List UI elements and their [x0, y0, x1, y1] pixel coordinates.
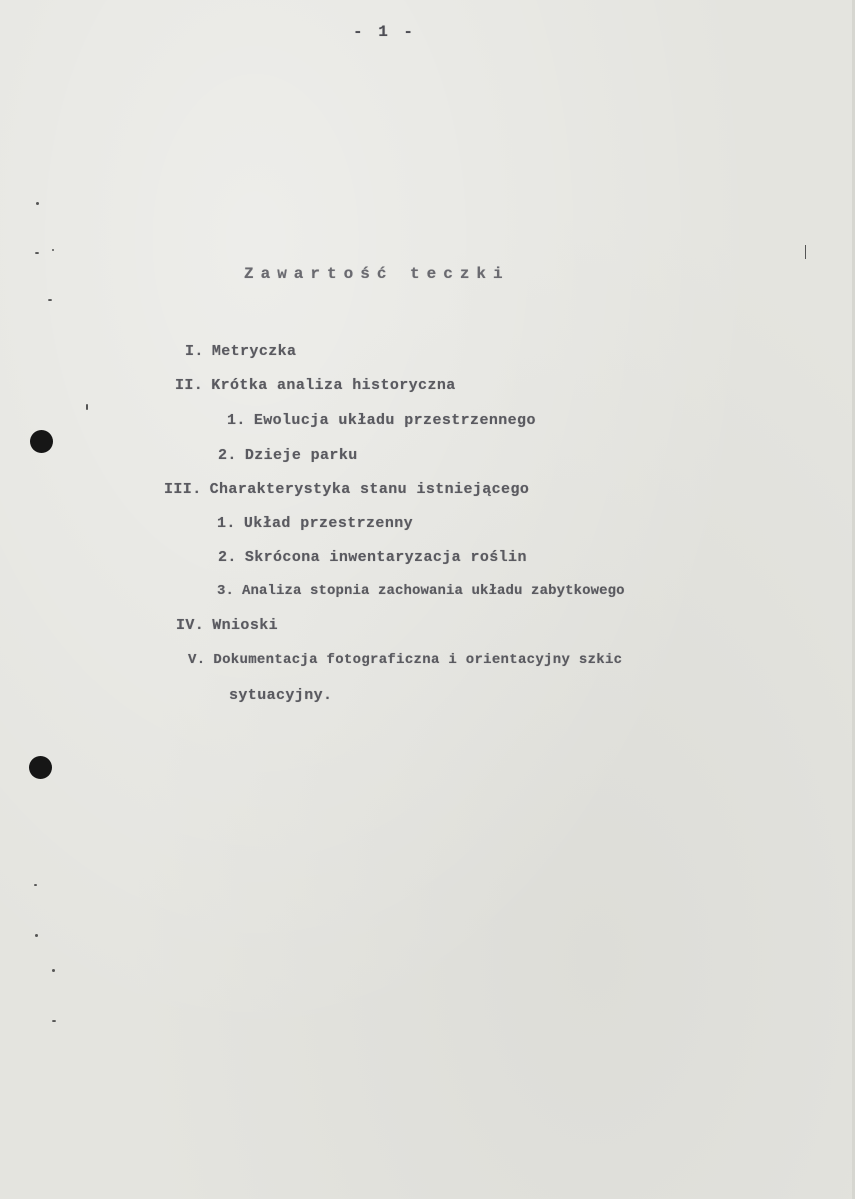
- toc-number: 2.: [218, 447, 237, 464]
- toc-number: 2.: [218, 549, 237, 566]
- toc-entry-5: [188, 652, 622, 668]
- toc-entry-2-1: [227, 412, 536, 429]
- toc-number: 1.: [227, 412, 246, 429]
- toc-number: IV.: [176, 617, 205, 634]
- toc-label: Krótka analiza historyczna: [211, 377, 456, 394]
- paper-speck: [86, 404, 88, 410]
- punch-hole-top: [30, 430, 53, 453]
- toc-number: 1.: [217, 515, 236, 532]
- toc-number: III.: [164, 481, 202, 498]
- toc-entry-4: [176, 617, 278, 634]
- page-number: - 1 -: [353, 23, 417, 41]
- paper-speck: [805, 245, 806, 259]
- toc-label: Ewolucja układu przestrzennego: [253, 412, 536, 429]
- toc-entry-2-2: [218, 447, 358, 464]
- punch-hole-bottom: [29, 756, 52, 779]
- toc-label: Wnioski: [212, 617, 279, 634]
- toc-number: II.: [175, 377, 204, 394]
- paper-speck: [52, 1020, 56, 1022]
- toc-label: Metryczka: [211, 343, 297, 360]
- document-title: Zawartość teczki: [244, 265, 510, 283]
- toc-entry-3-1: [217, 515, 413, 532]
- toc-entry-1: [185, 343, 296, 360]
- paper-speck: [36, 202, 39, 205]
- toc-entry-2: [175, 377, 456, 394]
- paper-speck: [52, 249, 54, 251]
- paper-speck: [48, 299, 52, 301]
- toc-number: I.: [185, 343, 204, 360]
- toc-entry-3-3: [217, 583, 625, 599]
- toc-number: V.: [188, 652, 206, 668]
- toc-entry-3-2: [218, 549, 527, 566]
- toc-label: Dzieje parku: [244, 447, 358, 464]
- toc-label: Charakterystyka stanu istniejącego: [209, 481, 530, 498]
- toc-label: sytuacyjny.: [229, 687, 333, 704]
- toc-label: Skrócona inwentaryzacja roślin: [244, 549, 527, 566]
- toc-label: Układ przestrzenny: [243, 515, 414, 532]
- toc-label: Analiza stopnia zachowania układu zabytkowego: [242, 583, 625, 599]
- paper-speck: [35, 934, 38, 937]
- toc-label: Dokumentacja fotograficzna i orientacyjny szkic: [213, 652, 623, 668]
- paper-speck: [52, 969, 55, 972]
- toc-entry-3: [164, 481, 529, 498]
- paper-speck: [34, 884, 37, 886]
- toc-entry-5-cont: [229, 687, 332, 704]
- paper-speck: [35, 252, 39, 254]
- toc-number: 3.: [217, 583, 235, 599]
